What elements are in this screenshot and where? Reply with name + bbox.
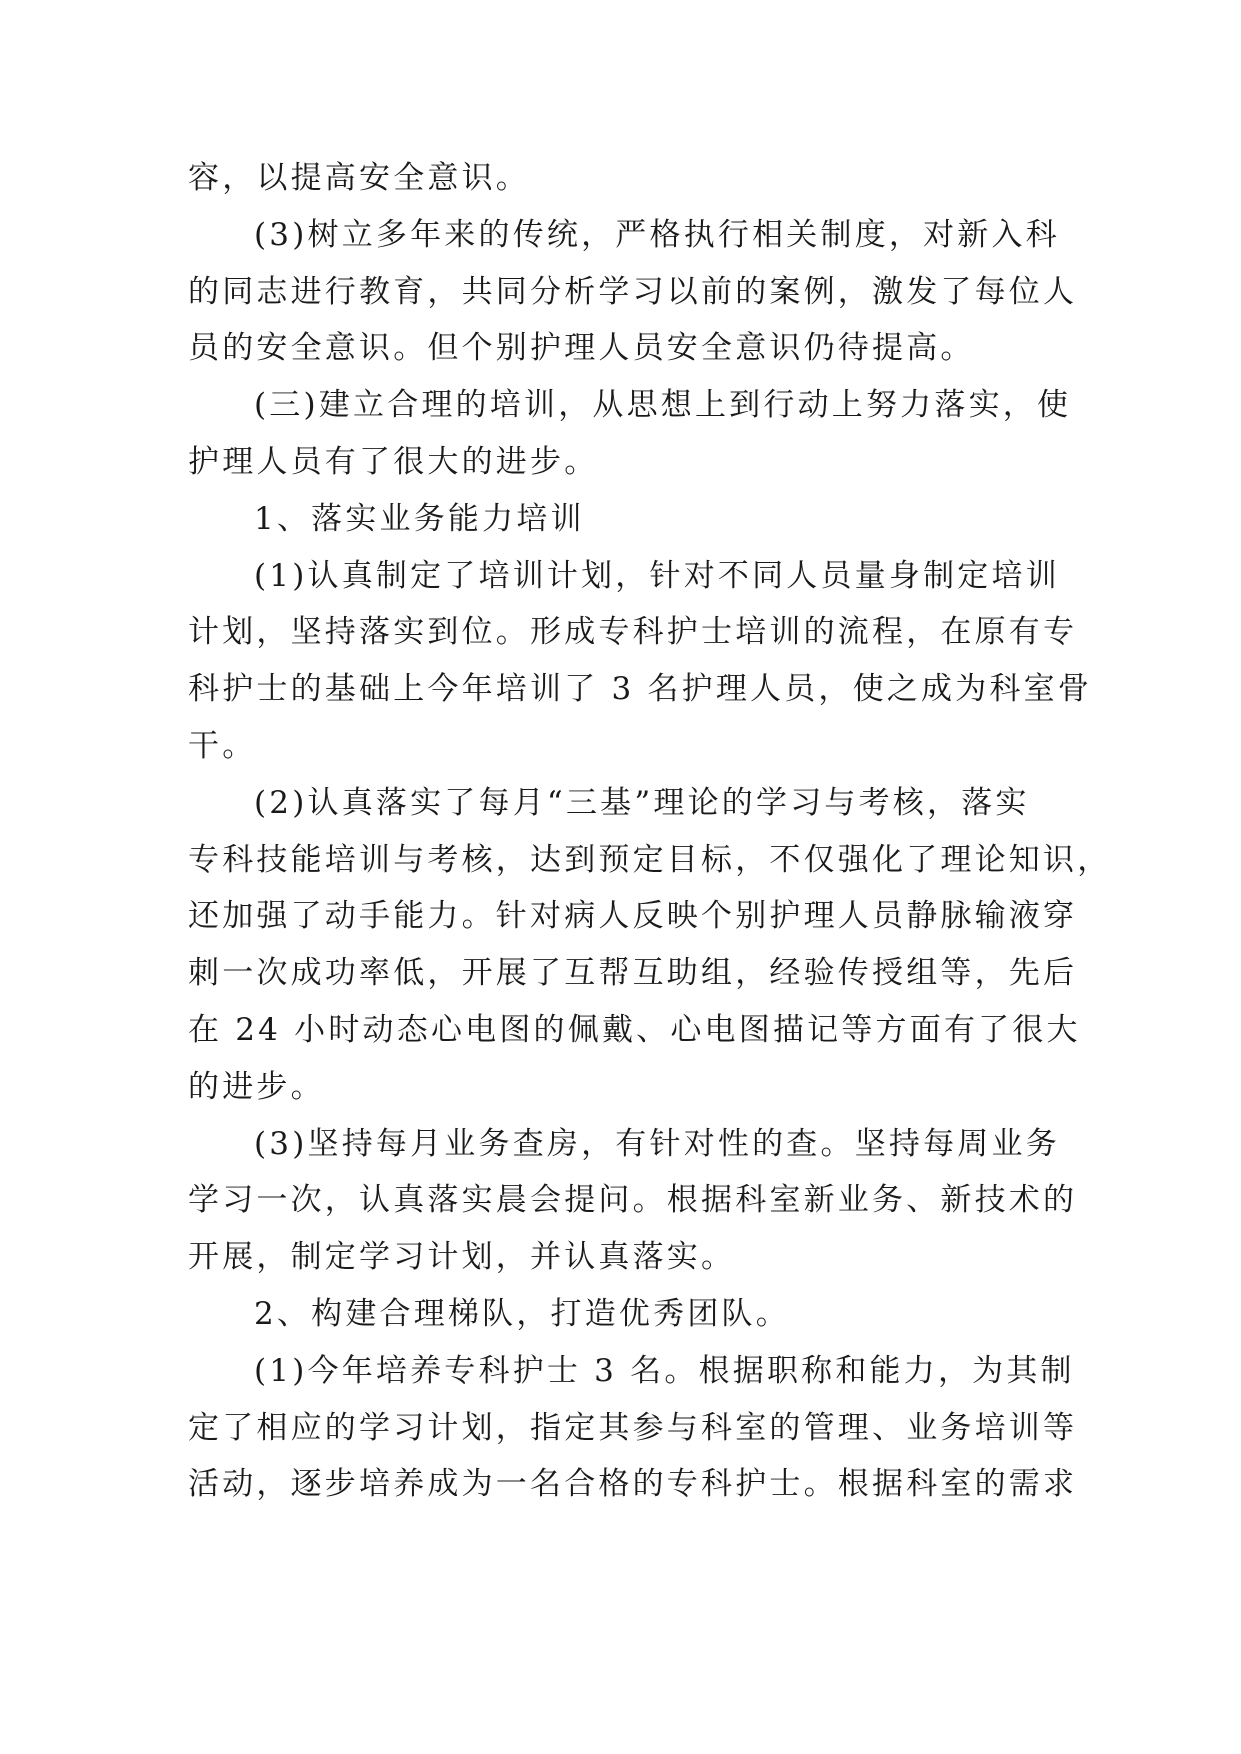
paragraph — [188, 207, 1078, 377]
text-line: (2)认真落实了每月“三基”理论的学习与考核，落实 — [254, 784, 1030, 821]
paragraph — [188, 1286, 1053, 1343]
paragraph — [188, 1343, 1078, 1513]
paragraph — [188, 1116, 1078, 1286]
text-line: 活动，逐步培养成为一名合格的专科护士。根据科室的需求 — [188, 1466, 1078, 1503]
text-line: 学习一次，认真落实晨会提问。根据科室新业务、新技术的 — [188, 1182, 1078, 1219]
text-line: 开展，制定学习计划，并认真落实。 — [188, 1239, 736, 1276]
text-line: 1、落实业务能力培训 — [254, 500, 585, 537]
text-line: 在 24 小时动态心电图的佩戴、心电图描记等方面有了很大 — [188, 1011, 1081, 1048]
paragraph — [188, 491, 1053, 548]
paragraph — [188, 150, 1053, 207]
paragraph — [188, 548, 1093, 775]
text-line: 的同志进行教育，共同分析学习以前的案例，激发了每位人 — [188, 273, 1078, 310]
text-line: (3)树立多年来的传统，严格执行相关制度，对新入科 — [254, 216, 1060, 253]
text-line: 护理人员有了很大的进步。 — [188, 443, 599, 480]
text-line: 定了相应的学习计划，指定其参与科室的管理、业务培训等 — [188, 1409, 1078, 1446]
paragraph — [188, 775, 1112, 1116]
text-line: 2、构建合理梯队，打造优秀团队。 — [254, 1295, 790, 1332]
text-line: 容，以提高安全意识。 — [188, 160, 530, 196]
text-line: 专科技能培训与考核，达到预定目标，不仅强化了理论知识， — [188, 841, 1112, 878]
text-line: (1)认真制定了培训计划，针对不同人员量身制定培训 — [254, 557, 1060, 594]
text-line: 科护士的基础上今年培训了 3 名护理人员，使之成为科室骨 — [188, 671, 1093, 708]
text-line: 的进步。 — [188, 1068, 325, 1105]
paragraph — [188, 377, 1072, 491]
text-line: 干。 — [188, 727, 257, 764]
text-line: (1)今年培养专科护士 3 名。根据职称和能力，为其制 — [254, 1352, 1075, 1389]
text-line: 还加强了动手能力。针对病人反映个别护理人员静脉输液穿 — [188, 898, 1078, 935]
text-line: 计划，坚持落实到位。形成专科护士培训的流程，在原有专 — [188, 614, 1078, 651]
document-body — [188, 150, 1112, 1513]
text-line: (三)建立合理的培训，从思想上到行动上努力落实，使 — [254, 387, 1072, 424]
text-line: 刺一次成功率低，开展了互帮互助组，经验传授组等，先后 — [188, 955, 1078, 992]
text-line: 员的安全意识。但个别护理人员安全意识仍待提高。 — [188, 330, 975, 367]
text-line: (3)坚持每月业务查房，有针对性的查。坚持每周业务 — [254, 1125, 1060, 1162]
